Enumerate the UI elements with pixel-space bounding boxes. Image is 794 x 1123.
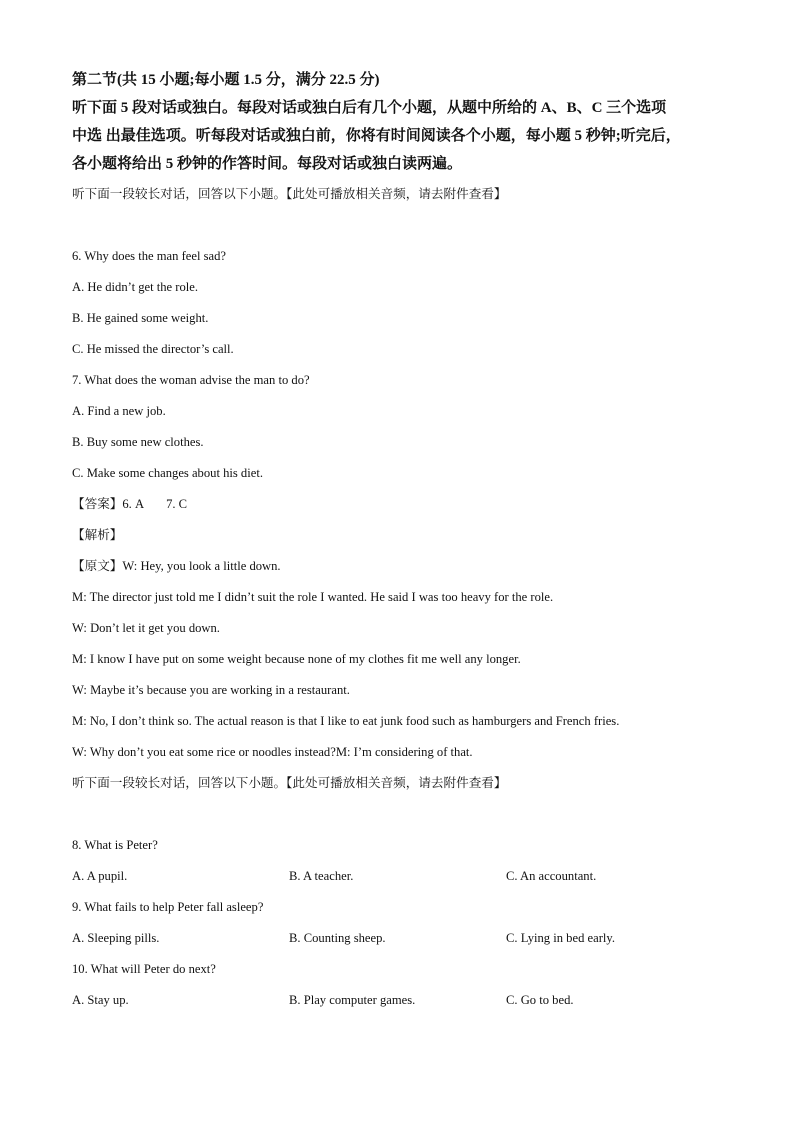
transcript-line-3: W: Don’t let it get you down. xyxy=(72,621,220,635)
analysis-label: 【解析】 xyxy=(72,528,123,542)
directions-line-1: 听下面 5 段对话或独白。每段对话或独白后有几个小题，从题中所给的 A、B、C 三个选项 xyxy=(72,100,667,116)
question-9-options xyxy=(72,923,732,954)
question-9-option-c: C. Lying in bed early. xyxy=(506,931,616,945)
question-8-options xyxy=(72,861,732,892)
question-10-option-c: C. Go to bed. xyxy=(506,993,574,1007)
question-10-option-b: B. Play computer games. xyxy=(289,993,416,1007)
transcript-line-5: W: Maybe it’s because you are working in a restaurant. xyxy=(72,683,350,697)
transcript-line-4: M: I know I have put on some weight because none of my clothes fit me well any longer. xyxy=(72,652,521,666)
question-8-option-b: B. A teacher. xyxy=(289,869,354,883)
document-page xyxy=(72,66,732,1016)
transcript-line-1: 【原文】W: Hey, you look a little down. xyxy=(72,559,281,573)
question-6-option-a: A. He didn’t get the role. xyxy=(72,280,199,294)
spacer xyxy=(72,210,732,241)
part1-instruction: 听下面一段较长对话，回答以下小题。【此处可播放相关音频，请去附件查看】 xyxy=(72,187,507,201)
directions-line-2: 中选 出最佳选项。听每段对话或独白前，你将有时间阅读各个小题，每小题 5 秒钟;听完后， xyxy=(72,128,681,144)
question-10-stem: 10. What will Peter do next? xyxy=(72,962,216,976)
spacer xyxy=(72,799,732,830)
question-7-option-b: B. Buy some new clothes. xyxy=(72,435,204,449)
transcript-line-6: M: No, I don’t think so. The actual reason is that I like to eat junk food such as hamburgers and French fries. xyxy=(72,714,620,728)
answer-line xyxy=(72,489,732,520)
transcript-line-2: M: The director just told me I didn’t suit the role I wanted. He said I was too heavy for the role. xyxy=(72,590,554,604)
question-9-option-a: A. Sleeping pills. xyxy=(72,931,160,945)
part2-instruction: 听下面一段较长对话，回答以下小题。【此处可播放相关音频，请去附件查看】 xyxy=(72,776,507,790)
question-8-option-a: A. A pupil. xyxy=(72,869,128,883)
section-title: 第二节(共 15 小题;每小题 1.5 分，满分 22.5 分) xyxy=(72,72,380,88)
question-9-option-b: B. Counting sheep. xyxy=(289,931,386,945)
directions-line-3: 各小题将给出 5 秒钟的作答时间。每段对话或独白读两遍。 xyxy=(72,156,463,172)
answer-7: 7. C xyxy=(166,497,188,511)
answer-6: 6. A xyxy=(122,497,145,511)
transcript-line-7: W: Why don’t you eat some rice or noodles instead?M: I’m considering of that. xyxy=(72,745,473,759)
question-6-option-b: B. He gained some weight. xyxy=(72,311,209,325)
question-8-option-c: C. An accountant. xyxy=(506,869,597,883)
question-6-option-c: C. He missed the director’s call. xyxy=(72,342,234,356)
question-7-option-a: A. Find a new job. xyxy=(72,404,166,418)
question-9-stem: 9. What fails to help Peter fall asleep? xyxy=(72,900,264,914)
question-10-options xyxy=(72,985,732,1016)
question-7-stem: 7. What does the woman advise the man to do? xyxy=(72,373,310,387)
answer-label: 【答案】 xyxy=(72,497,123,511)
question-6-stem: 6. Why does the man feel sad? xyxy=(72,249,226,263)
question-10-option-a: A. Stay up. xyxy=(72,993,129,1007)
question-8-stem: 8. What is Peter? xyxy=(72,838,158,852)
question-7-option-c: C. Make some changes about his diet. xyxy=(72,466,263,480)
